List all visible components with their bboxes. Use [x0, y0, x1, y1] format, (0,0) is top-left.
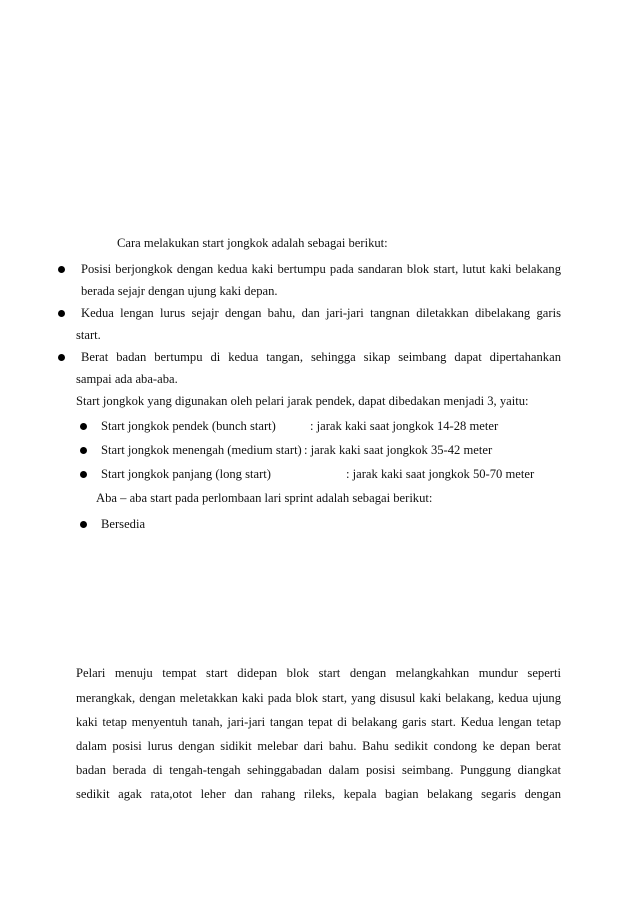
paragraph-line-1: Pelari menuju tempat start didepan blok start dengan melangkahkan mundur seperti: [76, 666, 561, 680]
step-1-line-1: Posisi berjongkok dengan kedua kaki bertumpu pada sandaran blok start, lutut kaki belakang: [81, 262, 561, 276]
type-1-name: Start jongkok pendek (bunch start): [101, 419, 276, 433]
type-1-desc: : jarak kaki saat jongkok 14-28 meter: [310, 419, 499, 433]
intro-text: Cara melakukan start jongkok adalah sebagai berikut:: [117, 236, 388, 250]
type-3-name: Start jongkok panjang (long start): [101, 467, 271, 481]
step-2-line-1: Kedua lengan lurus sejajr dengan bahu, dan jari-jari tangnan diletakkan dibelakang garis: [81, 306, 561, 320]
commands-intro: Aba – aba start pada perlombaan lari sprint adalah sebagai berikut:: [96, 491, 433, 505]
step-1-line-2: berada sejajr dengan ujung kaki depan.: [81, 284, 278, 298]
type-3-desc: : jarak kaki saat jongkok 50-70 meter: [346, 467, 535, 481]
paragraph-line-6: sedikit agak rata,otot leher dan rahang rileks, kepala bagian belakang segaris dengan: [76, 787, 561, 801]
type-2-name: Start jongkok menengah (medium start): [101, 443, 302, 457]
bullet-icon: [58, 354, 65, 361]
paragraph-line-3: kaki tetap menyentuh tanah, jari-jari tangan tepat di belakang garis start. Kedua lengan tetap: [76, 715, 561, 729]
step-3-line-1: Berat badan bertumpu di kedua tangan, sehingga sikap seimbang dapat dipertahankan: [81, 350, 561, 364]
type-2-desc: : jarak kaki saat jongkok 35-42 meter: [304, 443, 493, 457]
command-1: Bersedia: [101, 517, 146, 531]
step-2-line-2: start.: [76, 328, 101, 342]
bullet-icon: [58, 266, 65, 273]
paragraph-line-4: dalam posisi lurus dengan sidikit melebar dari bahu. Bahu sedikit condong ke depan berat: [76, 739, 561, 753]
paragraph-line-5: badan berada di tengah-tengah sehinggabadan dalam posisi seimbang. Punggung diangkat: [76, 763, 561, 777]
paragraph-line-2: merangkak, dengan meletakkan kaki pada blok start, yang disusul kaki belakang, kedua ujung: [76, 691, 561, 705]
bullet-icon: [80, 471, 87, 478]
bullet-icon: [80, 423, 87, 430]
bullet-icon: [80, 521, 87, 528]
bullet-icon: [58, 310, 65, 317]
step-3-line-2: sampai ada aba-aba.: [76, 372, 178, 386]
types-intro: Start jongkok yang digunakan oleh pelari jarak pendek, dapat dibedakan menjadi 3, yaitu:: [76, 394, 529, 408]
bullet-icon: [80, 447, 87, 454]
